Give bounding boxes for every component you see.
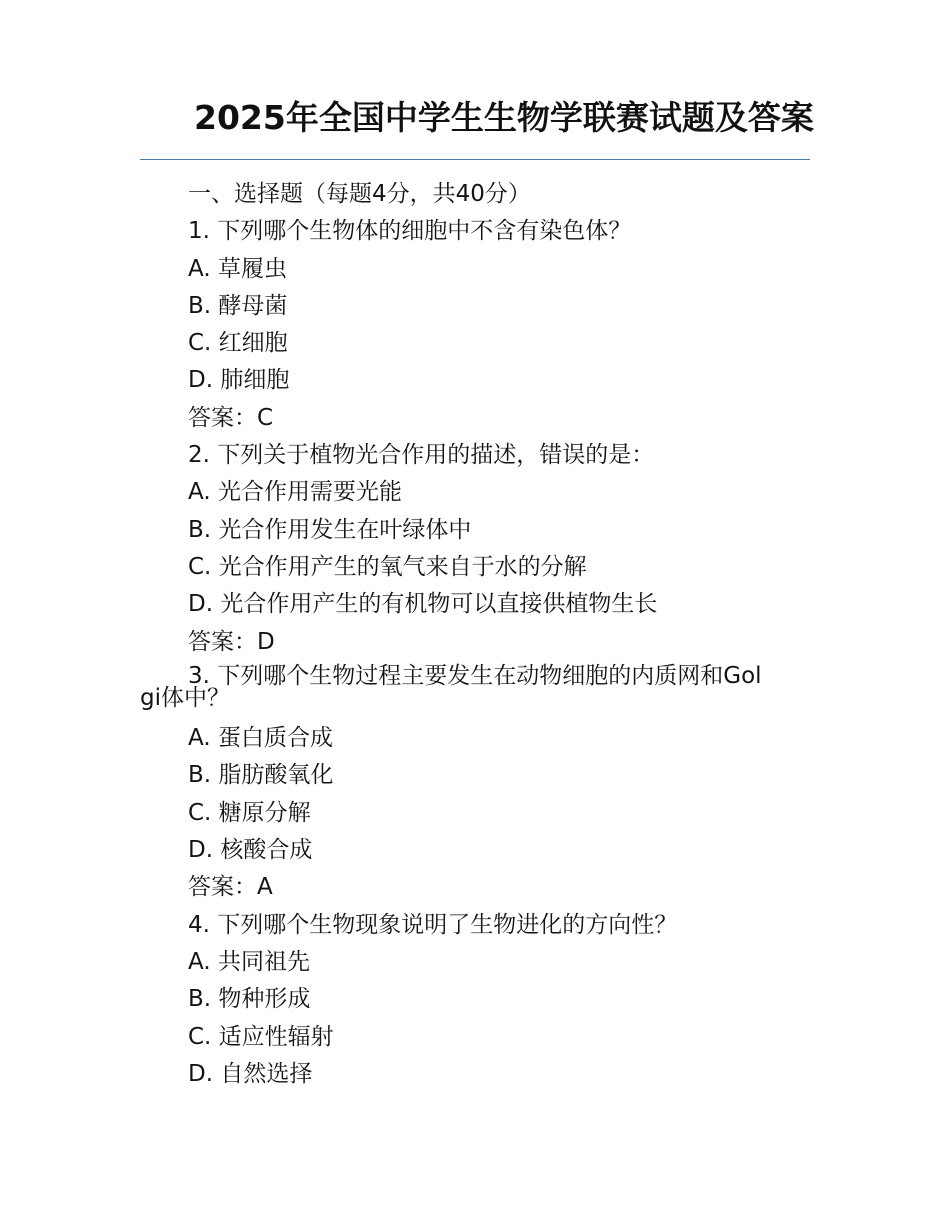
document-body (140, 176, 780, 1093)
question-option: D. 光合作用产生的有机物可以直接供植物生长 (188, 591, 658, 618)
question-answer: 答案：D (188, 628, 275, 655)
question-option: A. 共同祖先 (188, 948, 310, 975)
question-option: C. 光合作用产生的氧气来自于水的分解 (188, 553, 587, 580)
question-option: D. 肺细胞 (188, 367, 290, 394)
question-option: B. 物种形成 (188, 986, 311, 1013)
question-option: C. 适应性辐射 (188, 1023, 334, 1050)
question-option: C. 红细胞 (188, 330, 288, 357)
question-answer: 答案：A (188, 874, 273, 901)
document-title: 2025年全国中学生生物学联赛试题及答案 (194, 98, 814, 137)
question-option: A. 光合作用需要光能 (188, 479, 402, 506)
question-option: D. 核酸合成 (188, 837, 313, 864)
question-option: C. 糖原分解 (188, 799, 311, 826)
question-option: B. 酵母菌 (188, 292, 288, 319)
question-stem: 4. 下列哪个生物现象说明了生物进化的方向性？ (188, 911, 678, 938)
question-answer: 答案：C (188, 404, 274, 431)
section-heading: 一、选择题（每题4分，共40分） (188, 181, 531, 207)
question-option: B. 光合作用发生在叶绿体中 (188, 516, 472, 543)
question-option: A. 蛋白质合成 (188, 725, 333, 752)
title-underline (140, 159, 810, 160)
question-option: D. 自然选择 (188, 1060, 313, 1087)
question-option: B. 脂肪酸氧化 (188, 762, 334, 789)
question-stem: 1. 下列哪个生物体的细胞中不含有染色体？ (188, 218, 632, 245)
question-option: A. 草履虫 (188, 255, 287, 282)
question-stem: 2. 下列关于植物光合作用的描述，错误的是： (188, 442, 655, 469)
question-stem: 3. 下列哪个生物过程主要发生在动物细胞的内质网和Golgi体中？ (140, 662, 762, 711)
